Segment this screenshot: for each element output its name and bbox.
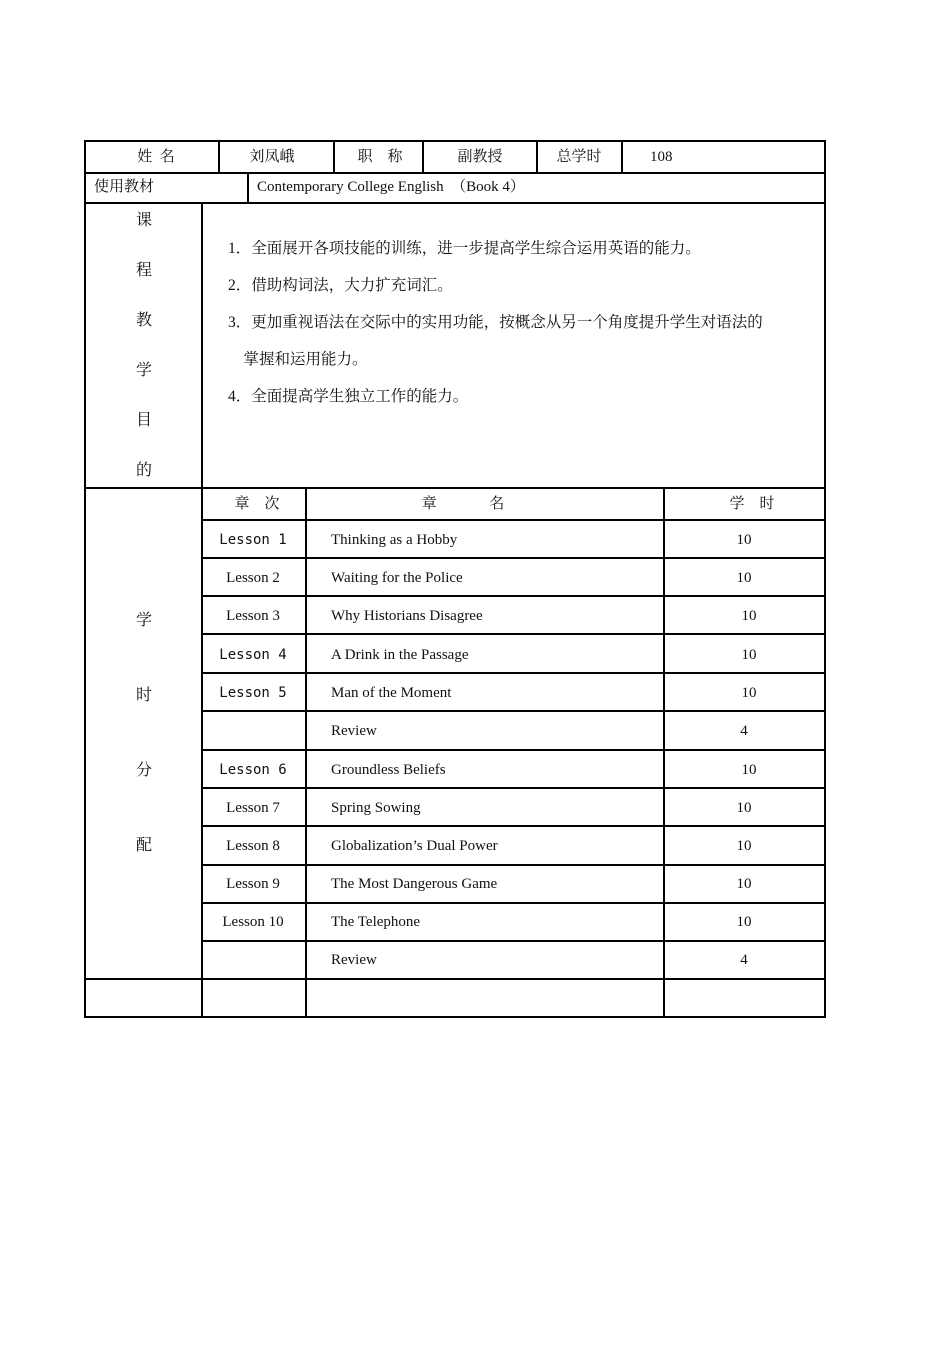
rule-row-10 [201,902,826,904]
row-8-hours: 10 [736,800,752,816]
rule-row-11 [201,940,826,942]
chapter-header: 章 次 [234,496,280,512]
rule-row-3 [201,633,826,635]
row-3-title: Why Historians Disagree [331,608,483,624]
row-3-hours: 10 [741,608,757,624]
rule-row-1 [201,557,826,559]
title-label: 职 称 [357,149,403,165]
row-6-title: Review [331,723,377,739]
row-10-hours: 10 [736,876,752,892]
row-9-title: Globalization’s Dual Power [331,838,498,854]
row-4-chapter: Lesson 4 [219,647,287,663]
row-11-chapter: Lesson 10 [222,914,284,930]
rule-row-7 [201,787,826,789]
objective-item-4: 4．全面提高学生独立工作的能力。 [228,388,469,405]
rule-textbook [84,202,826,204]
row-7-hours: 10 [741,762,757,778]
rule-v-hours-col [663,487,665,1018]
row-8-chapter: Lesson 7 [226,800,280,816]
row-10-chapter: Lesson 9 [226,876,280,892]
row-2-chapter: Lesson 2 [226,570,280,586]
rule-v-h4 [536,140,538,173]
rule-row-6 [201,749,826,751]
textbook-label: 使用教材 [94,179,155,195]
row-11-title: The Telephone [331,914,421,930]
hours-header: 学 时 [729,496,775,512]
row-11-hours: 10 [736,914,752,930]
row-2-title: Waiting for the Police [331,570,463,586]
row-12-title: Review [331,952,377,968]
objectives-label-char-3: 教 [135,312,153,329]
row-2-hours: 10 [736,570,752,586]
rule-v-label-col [201,202,203,1018]
row-7-chapter: Lesson 6 [219,762,287,778]
rule-schedule-end [84,978,826,980]
row-5-title: Man of the Moment [331,685,452,701]
row-1-title: Thinking as a Hobby [331,532,458,548]
title-value: 副教授 [457,149,503,165]
objective-item-3-cont: 掌握和运用能力。 [228,351,368,368]
rule-row-4 [201,672,826,674]
row-6-hours: 4 [740,723,748,739]
objective-item-3: 3．更加重视语法在交际中的实用功能，按概念从另一个角度提升学生对语法的 [228,314,763,331]
schedule-label-char-3: 分 [135,762,153,779]
row-9-hours: 10 [736,838,752,854]
row-4-title: A Drink in the Passage [331,647,469,663]
row-5-chapter: Lesson 5 [219,685,287,701]
rule-row-8 [201,825,826,827]
rule-v-h3 [422,140,424,173]
objectives-label-char-1: 课 [135,212,153,229]
name-label: 姓 名 [137,149,175,165]
row-7-title: Groundless Beliefs [331,762,446,778]
rule-v-h2 [333,140,335,173]
row-10-title: The Most Dangerous Game [331,876,498,892]
rule-header [84,172,826,174]
total-hours-label: 总学时 [556,149,602,165]
row-4-hours: 10 [741,647,757,663]
row-1-hours: 10 [736,532,752,548]
total-hours-value: 108 [650,149,673,165]
rule-sched-header [201,519,826,521]
rule-v-h1 [218,140,220,173]
objective-item-1: 1．全面展开各项技能的训练，进一步提高学生综合运用英语的能力。 [228,240,701,257]
objectives-label-char-5: 目 [135,412,153,429]
objective-item-2: 2．借助构词法，大力扩充词汇。 [228,277,453,294]
textbook-value: Contemporary College English （Book 4） [257,179,525,195]
row-5-hours: 10 [741,685,757,701]
objectives-label-char-6: 的 [135,462,153,479]
rule-row-5 [201,710,826,712]
row-9-chapter: Lesson 8 [226,838,280,854]
objectives-label-char-4: 学 [135,362,153,379]
schedule-label-char-4: 配 [135,837,153,854]
rule-objectives [84,487,826,489]
row-8-title: Spring Sowing [331,800,421,816]
row-3-chapter: Lesson 3 [226,608,280,624]
rule-row-2 [201,595,826,597]
rule-row-9 [201,864,826,866]
row-12-hours: 4 [740,952,748,968]
rule-v-h5 [621,140,623,173]
name-value: 刘凤峨 [249,149,295,165]
row-1-chapter: Lesson 1 [219,532,287,548]
objectives-label-char-2: 程 [135,262,153,279]
schedule-label-char-1: 学 [135,612,153,629]
rule-v-textbook [247,172,249,203]
rule-v-chapter-col [305,487,307,1018]
title-header: 章 名 [421,496,505,512]
schedule-label-char-2: 时 [135,687,153,704]
